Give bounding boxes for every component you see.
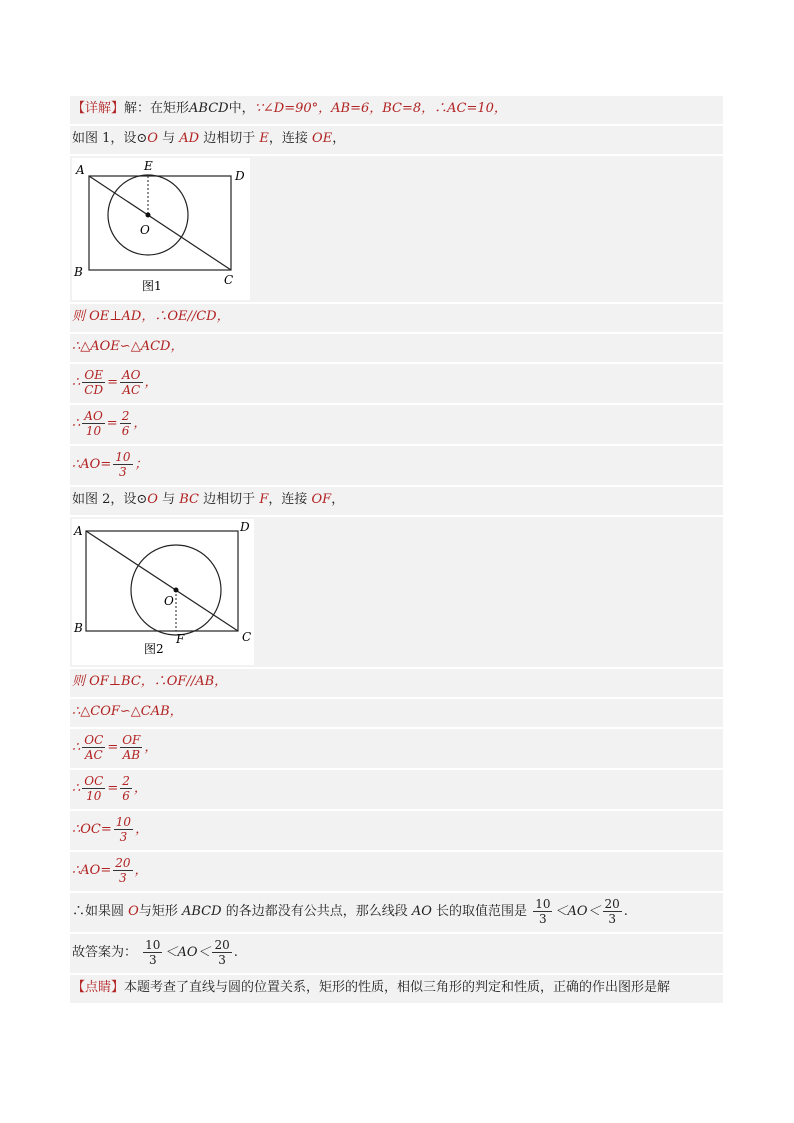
conclusion-text-c: 的各边都没有公共点，那么线段 <box>225 904 408 919</box>
fraction-2-6 <box>120 409 132 438</box>
frac-den: 3 <box>119 830 128 844</box>
frac-den: 3 <box>148 953 157 967</box>
fraction-oc-10 <box>82 774 105 803</box>
case2-text-a: 如图 2，设⊙ <box>72 492 148 507</box>
frac-num: 20 <box>214 938 230 952</box>
solution-tag: 【详解】 <box>72 101 125 116</box>
conclusion-text-b: 与矩形 <box>138 904 178 919</box>
caption-1: 图1 <box>142 279 162 293</box>
frac-den: 3 <box>539 912 547 926</box>
answer-lead: 故答案为： <box>72 945 138 960</box>
fraction-10-3 <box>114 815 133 844</box>
case1-segment: OE <box>312 131 333 146</box>
frac-den: 6 <box>121 424 130 438</box>
case2-text-d: ，连接 <box>268 492 308 507</box>
answer-line <box>70 934 723 975</box>
step-tail: ， <box>133 416 147 431</box>
label-b-2: B <box>74 621 83 635</box>
case2-text-b: 与 <box>162 492 176 507</box>
step-lead: ∴AO= <box>72 457 112 472</box>
center-dot-1 <box>146 213 151 218</box>
case1-step1: 则 OE⊥AD，∴OE//CD， <box>70 304 723 334</box>
step-tail: ， <box>135 822 149 837</box>
fraction-oe-cd <box>82 368 105 397</box>
frac-den: AB <box>122 748 141 762</box>
comment-text: 本题考查了直线与圆的位置关系，矩形的性质，相似三角形的判定和性质，正确的作出图形是解 <box>124 980 671 995</box>
case2-step3 <box>70 729 723 770</box>
step-lead: ∴ <box>72 416 81 431</box>
label-o-1: O <box>140 223 150 237</box>
case2-step1: 则 OF⊥BC，∴OF//AB， <box>70 669 723 699</box>
case2-step4 <box>70 770 723 811</box>
fraction-10-3 <box>533 897 552 926</box>
frac-den: 10 <box>85 424 102 438</box>
solution-document <box>70 96 723 1005</box>
eq-sign: = <box>107 781 119 796</box>
case1-text-d: ，连接 <box>268 131 308 146</box>
solution-intro-line <box>70 96 723 126</box>
inequality-mid: ＜AO＜ <box>164 945 211 960</box>
frac-num: 2 <box>122 774 130 788</box>
label-a-1: A <box>76 163 85 177</box>
comment-line <box>70 975 723 1005</box>
center-dot-2 <box>174 588 179 593</box>
case1-text-c: 边相切于 <box>203 131 256 146</box>
frac-num: 2 <box>121 409 130 423</box>
step-lead: ∴OC= <box>72 822 112 837</box>
frac-num: 10 <box>115 815 132 829</box>
conclusion-text-a: ∴如果圆 <box>72 904 125 919</box>
fraction-oc-ac <box>82 733 105 762</box>
frac-den: 3 <box>119 871 127 885</box>
label-f-2: F <box>176 632 185 646</box>
case1-step5 <box>70 446 723 487</box>
frac-num: 20 <box>604 897 620 911</box>
frac-den: CD <box>84 383 104 397</box>
frac-den: 3 <box>119 465 127 479</box>
fraction-of-ab <box>120 733 142 762</box>
fraction-20-3 <box>212 938 231 967</box>
conclusion-text-d: 长的取值范围是 <box>436 904 528 919</box>
conclusion-circle: O <box>128 904 139 919</box>
caption-2: 图2 <box>144 642 164 656</box>
step-tail: ； <box>134 457 148 472</box>
frac-num: AO <box>84 409 103 423</box>
eq-sign: = <box>107 375 118 390</box>
case2-circle-label: O <box>147 492 158 507</box>
fraction-20-3 <box>113 856 132 885</box>
case2-step2: ∴△COF∽△CAB， <box>70 699 723 729</box>
case1-text-a: 如图 1，设⊙ <box>72 131 148 146</box>
frac-den: 10 <box>86 789 102 803</box>
step-tail: ， <box>134 863 148 878</box>
case1-text-e: ， <box>332 131 346 146</box>
figure2-line <box>70 517 723 669</box>
case2-segment: OF <box>311 492 332 507</box>
step-lead: ∴AO= <box>72 863 112 878</box>
frac-num: 10 <box>535 897 551 911</box>
frac-num: 10 <box>145 938 161 952</box>
figure-2 <box>72 519 254 665</box>
conclusion-line <box>70 893 723 934</box>
fraction-20-3 <box>603 897 622 926</box>
case2-step5 <box>70 811 723 852</box>
intro-text: 解：在矩形 <box>124 101 190 116</box>
label-o-2: O <box>164 594 174 608</box>
case1-circle-label: O <box>147 131 158 146</box>
case2-point: F <box>259 492 269 507</box>
case1-intro-line <box>70 126 723 156</box>
frac-num: 20 <box>115 856 131 870</box>
rect-name: ABCD <box>189 101 229 116</box>
label-c-1: C <box>224 273 234 287</box>
fraction-2-6 <box>120 774 132 803</box>
step-tail: ， <box>133 781 147 796</box>
frac-den: 6 <box>122 789 130 803</box>
frac-num: 10 <box>115 450 131 464</box>
frac-num: OC <box>84 774 104 788</box>
case2-step6 <box>70 852 723 893</box>
frac-num: OE <box>82 368 105 383</box>
label-b-1: B <box>74 265 83 279</box>
eq-sign: = <box>106 416 118 431</box>
fraction-10-3 <box>113 450 132 479</box>
case2-intro-line <box>70 487 723 517</box>
label-c-2: C <box>242 630 252 644</box>
case1-step3 <box>70 364 723 405</box>
frac-den: 3 <box>218 953 226 967</box>
answer-end: . <box>233 945 238 960</box>
frac-num: OC <box>84 733 104 747</box>
eq-sign: = <box>107 740 119 755</box>
givens-text: ∵∠D=90°，AB=6，BC=8，∴AC=10， <box>254 101 507 116</box>
step-tail: ， <box>144 740 158 755</box>
case1-step2: ∴△AOE∽△ACD， <box>70 334 723 364</box>
case1-point: E <box>259 131 269 146</box>
step-lead: ∴ <box>72 375 81 390</box>
inequality-mid: ＜AO＜ <box>554 904 601 919</box>
case1-step4 <box>70 405 723 446</box>
step-lead: ∴ <box>72 781 81 796</box>
label-a-2: A <box>74 524 83 538</box>
conclusion-ao: AO <box>411 904 432 919</box>
fraction-ao-10 <box>82 409 105 438</box>
fraction-ao-ac <box>120 368 143 397</box>
frac-den: 3 <box>608 912 616 926</box>
frac-num: AO <box>122 368 141 382</box>
label-d-1: D <box>235 169 245 183</box>
frac-num: OF <box>122 733 141 747</box>
frac-den: AC <box>84 748 103 762</box>
case2-text-c: 边相切于 <box>203 492 256 507</box>
figure-1-diagram <box>72 158 250 294</box>
case1-text-b: 与 <box>162 131 176 146</box>
label-e-1: E <box>144 159 153 173</box>
figure-2-diagram <box>72 519 254 659</box>
intro-text-2: 中， <box>228 101 255 116</box>
figure-1 <box>72 158 250 300</box>
conclusion-end: . <box>623 904 628 919</box>
step-lead: ∴ <box>72 740 81 755</box>
label-d-2: D <box>240 520 250 534</box>
case1-side: AD <box>179 131 200 146</box>
step-tail: ， <box>144 375 158 390</box>
figure1-line <box>70 156 723 304</box>
conclusion-rect: ABCD <box>181 904 222 919</box>
frac-den: AC <box>122 383 141 397</box>
case2-side: BC <box>179 492 200 507</box>
comment-tag: 【点睛】 <box>72 980 125 995</box>
case2-text-e: ， <box>331 492 345 507</box>
fraction-10-3 <box>143 938 162 967</box>
